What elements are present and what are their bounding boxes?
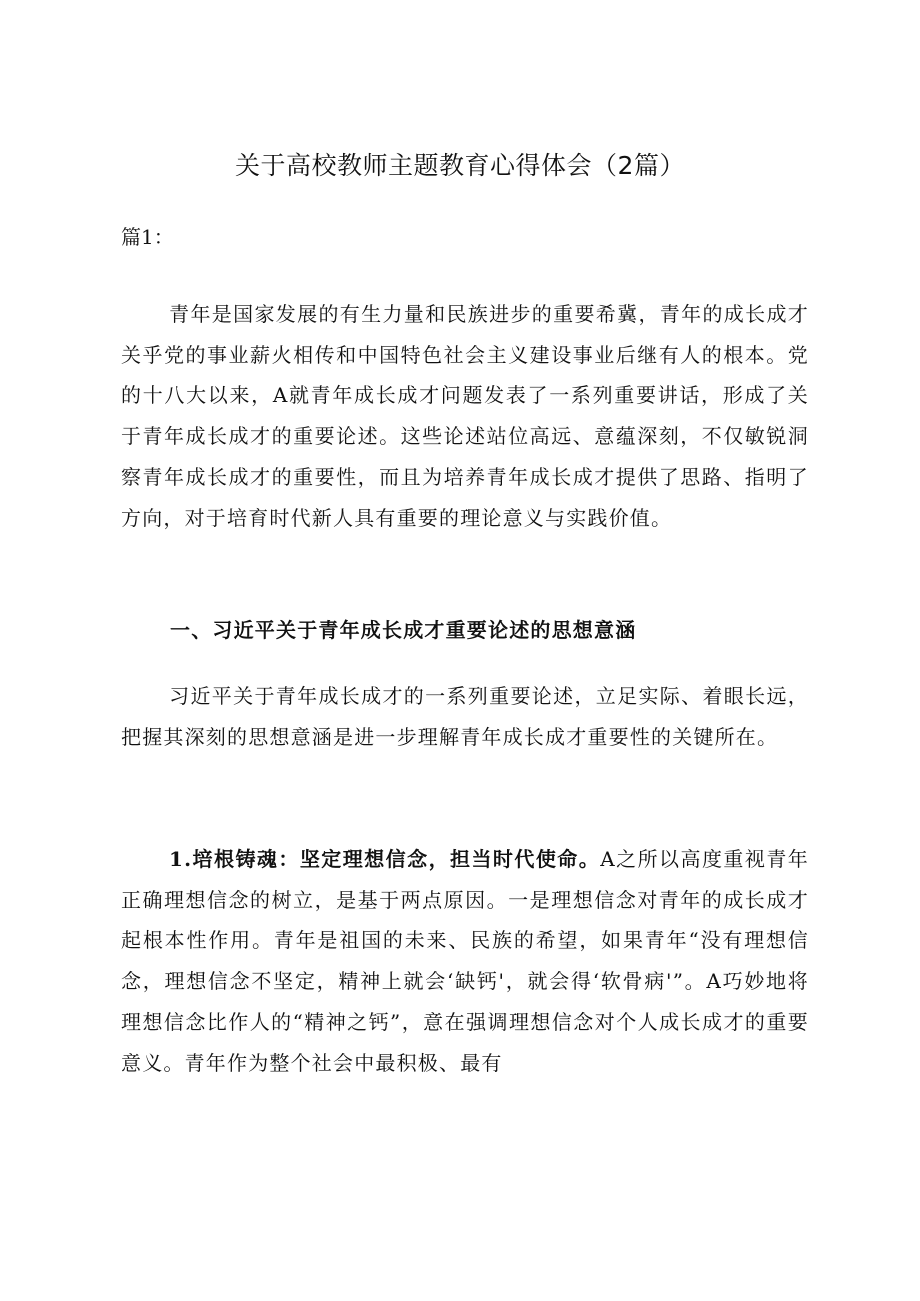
- paragraph-section-intro: [121, 676, 809, 757]
- document-title: 关于高校教师主题教育心得体会（2篇）: [235, 151, 685, 180]
- paragraph-point-1: [121, 839, 809, 1083]
- paragraph-section-intro-text: 习近平关于青年成长成才的一系列重要论述，立足实际、着眼长远，把握其深刻的思想意涵是进一步理解青年成长成才重要性的关键所在。: [121, 684, 809, 749]
- paragraph-intro-text: 青年是国家发展的有生力量和民族进步的重要希冀，青年的成长成才关乎党的事业薪火相传和中国特色社会主义建设事业后继有人的根本。党的十八大以来，A就青年成长成才问题发表了一系列重要讲话，形成了关于青年成长成才的重要论述。这些论述站位高远、意蕴深刻，不仅敏锐洞察青年成长成才的重要性，而且为培养青年成长成才提供了思路、指明了方向，对于培育时代新人具有重要的理论意义与实践价值。: [121, 302, 809, 530]
- paragraph-intro: [121, 294, 809, 538]
- point-1-heading: 1.培根铸魂：坚定理想信念，担当时代使命。: [169, 847, 601, 871]
- section-heading: 一、习近平关于青年成长成才重要论述的思想意涵: [170, 618, 637, 642]
- point-1-text: A之所以高度重视青年正确理想信念的树立，是基于两点原因。一是理想信念对青年的成长成才起根本性作用。青年是祖国的未来、民族的希望，如果青年“没有理想信念，理想信念不坚定，精神上就会‘缺钙'，就会得‘软骨病'”。A巧妙地将理想信念比作人的“精神之钙”，意在强调理想信念对个人成长成才的重要意义。青年作为整个社会中最积极、最有: [121, 847, 809, 1075]
- part-label: 篇1：: [121, 225, 174, 249]
